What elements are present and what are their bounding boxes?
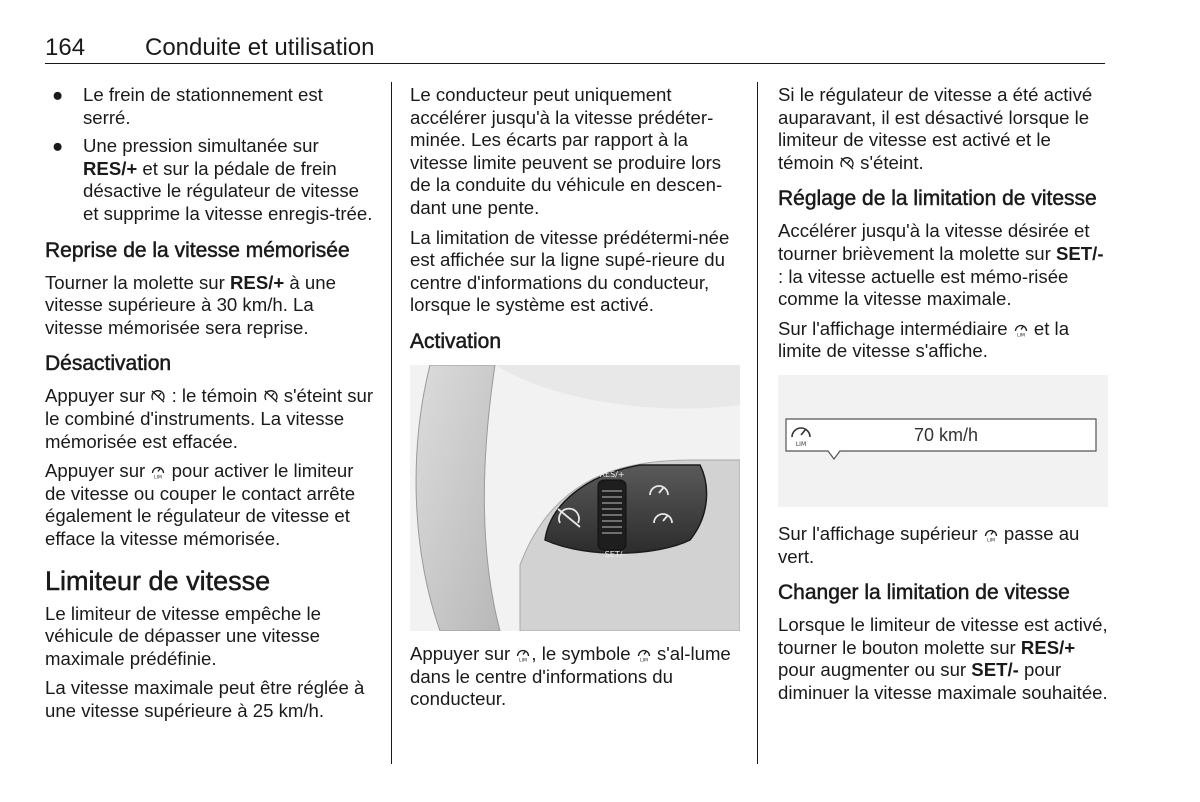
- cruise-control-off-icon: [150, 388, 166, 404]
- heading-reprise: Reprise de la vitesse mémorisée: [45, 238, 350, 262]
- column-divider-1: [391, 82, 392, 764]
- speed-limiter-icon: [150, 463, 166, 479]
- paragraph: Appuyer sur : le témoin s'éteint sur le combiné d'instruments. La vitesse mémorisée est effacée.: [45, 385, 374, 452]
- section-title-limiteur: Limiteur de vitesse: [45, 565, 271, 596]
- paragraph: La limitation de vitesse prédétermi-née est affichée sur la ligne supé-rieure du centre d'informations du conducteur, lorsque le système est activé.: [410, 226, 730, 316]
- steering-wheel-illustration: [410, 365, 740, 631]
- paragraph: Accélérer jusqu'à la vitesse désirée et tourner brièvement la molette sur SET/- : la vitesse actuelle est mémo-risée comme la vitesse maximale.: [778, 220, 1104, 310]
- heading-reglage: Réglage de la limitation de vitesse: [778, 187, 1097, 211]
- paragraph: Appuyer sur , le symbole s'al-lume dans le centre d'informations du conducteur.: [410, 642, 731, 710]
- page-header: [45, 34, 1105, 64]
- paragraph: Sur l'affichage supérieur passe au vert.: [778, 522, 1080, 567]
- paragraph: Si le régulateur de vitesse a été activé auparavant, il est désactivé lorsque le limiteur de vitesse est activé et le témoin s'éteint.: [778, 84, 1093, 173]
- paragraph: Lorsque le limiteur de vitesse est activé, tourner le bouton molette sur RES/+ pour augmenter ou sur SET/- pour diminuer la vitesse maximale souhaitée.: [778, 614, 1108, 703]
- heading-changer: Changer la limitation de vitesse: [778, 581, 1070, 605]
- paragraph: Appuyer sur pour activer le limiteur de vitesse ou couper le contact arrête également le régulateur de vitesse et efface la vitesse mémorisée.: [45, 460, 356, 549]
- speed-value: 70 km/h: [913, 424, 979, 445]
- list-item: ● Le frein de stationnement est serré.: [52, 84, 323, 128]
- heading-activation: Activation: [410, 329, 502, 353]
- speed-limiter-icon: [636, 646, 652, 662]
- bullet-list: [45, 84, 375, 226]
- chapter-title: Conduite et utilisation: [145, 34, 375, 61]
- paragraph: La vitesse maximale peut être réglée à une vitesse supérieure à 25 km/h.: [45, 677, 365, 721]
- set-label: SET/-: [604, 549, 626, 559]
- header-rule: [45, 63, 1105, 64]
- paragraph: Le limiteur de vitesse empêche le véhicule de dépasser une vitesse maximale prédéfinie.: [45, 602, 321, 669]
- page-number: 164: [45, 34, 86, 61]
- driver-info-display-illustration: [778, 375, 1108, 507]
- res-label: RES/+: [599, 469, 625, 479]
- paragraph: Le conducteur peut uniquement accélérer jusqu'à la vitesse prédéter-minée. Les écarts par rapport à la vitesse limite peuvent se produire lors de la conduite du véhicule en descen-dant une pente.: [410, 84, 723, 218]
- speed-limiter-icon: [983, 526, 999, 542]
- speed-limiter-icon: [515, 646, 531, 662]
- paragraph: Sur l'affichage intermédiaire et la limite de vitesse s'affiche.: [778, 317, 1070, 362]
- heading-desactivation: Désactivation: [45, 352, 172, 376]
- lim-label: LIM: [795, 440, 807, 448]
- column-1: [45, 84, 375, 729]
- column-2: [410, 84, 740, 718]
- cruise-control-off-icon: [839, 155, 855, 171]
- paragraph: Tourner la molette sur RES/+ à une vitesse supérieure à 30 km/h. La vitesse mémorisée sera reprise.: [45, 271, 336, 338]
- list-item: ● Une pression simultanée sur RES/+ et sur la pédale de frein désactive le régulateur de vitesse et supprime la vitesse enregis-trée.: [52, 135, 373, 224]
- column-3: [778, 84, 1108, 712]
- speed-limiter-icon: [1013, 321, 1029, 337]
- column-divider-2: [757, 82, 758, 764]
- cruise-control-off-icon: [263, 388, 279, 404]
